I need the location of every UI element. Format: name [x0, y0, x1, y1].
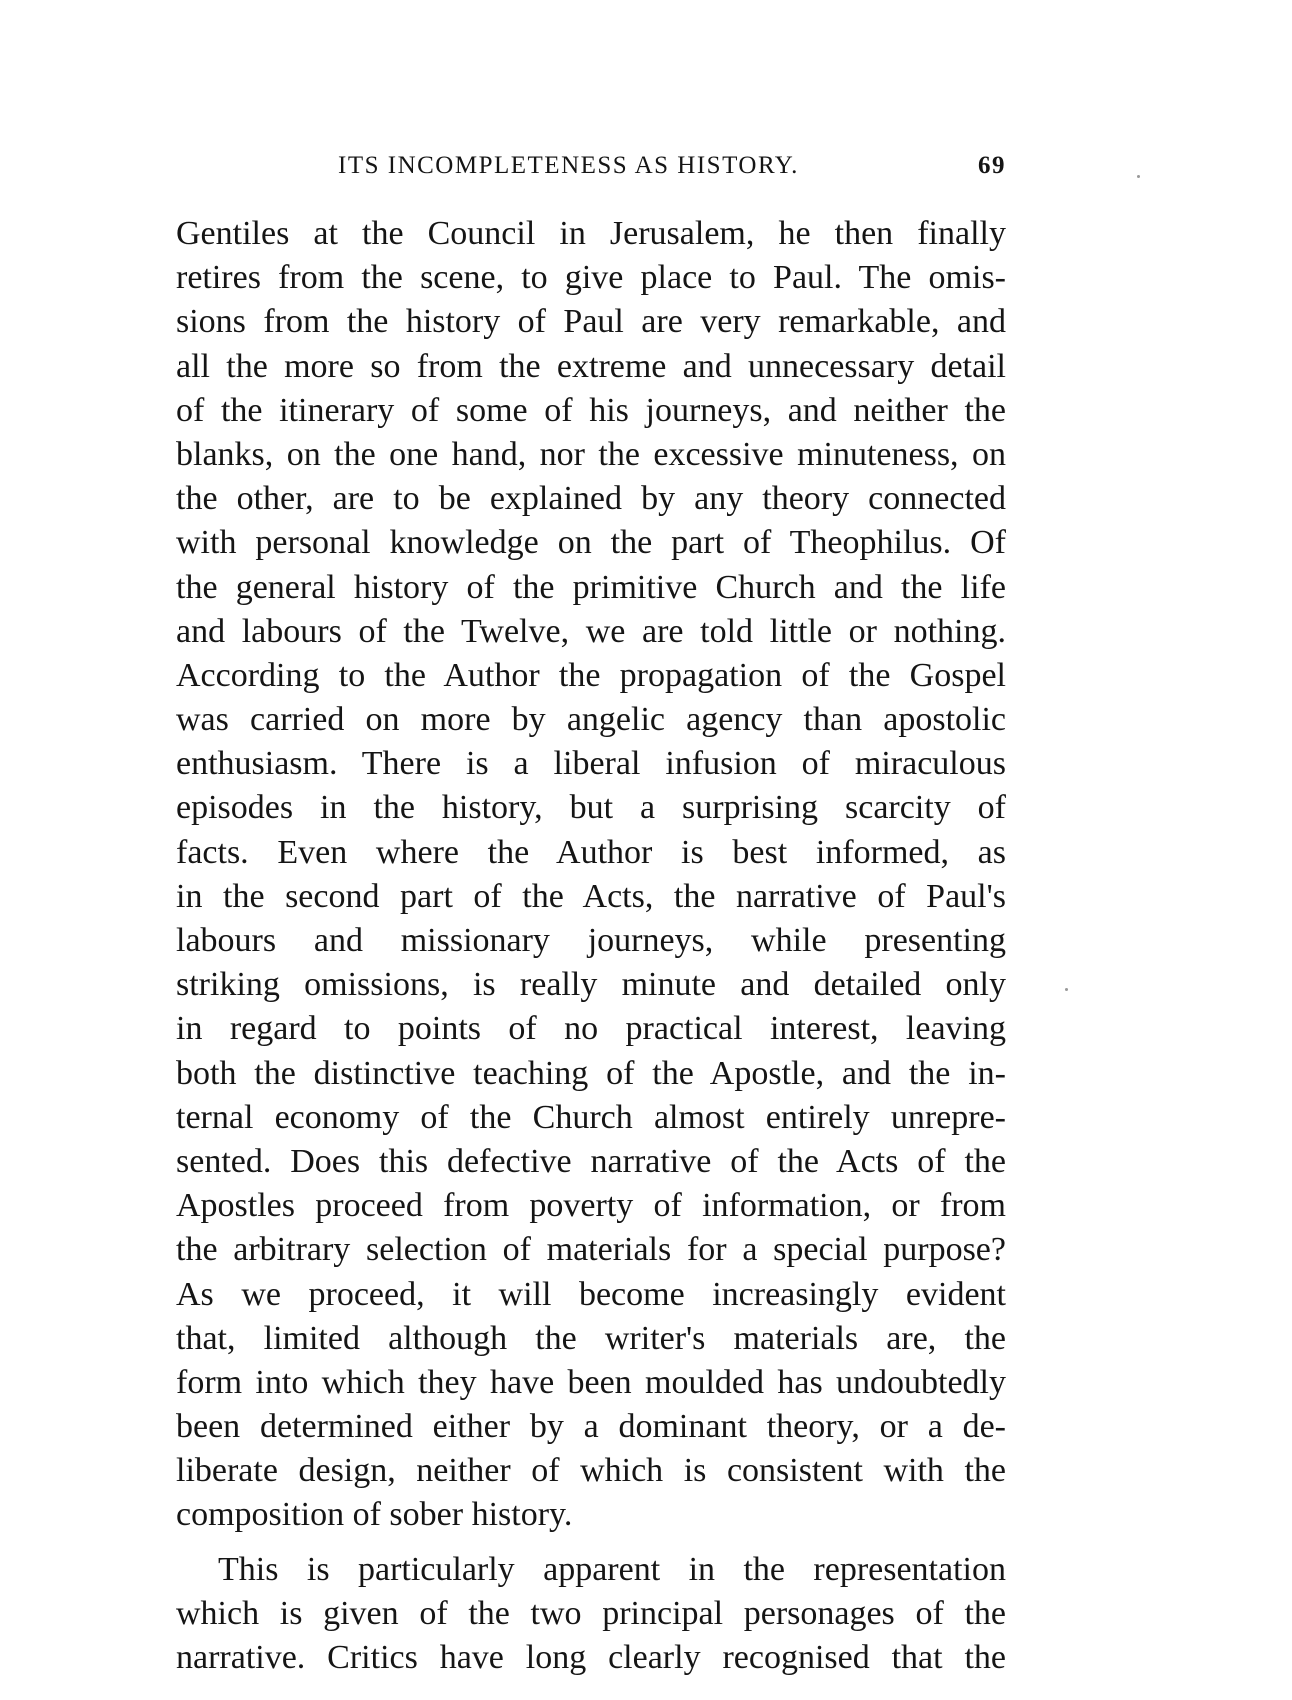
text-line: all the more so from the extreme and unnecessary detail — [176, 347, 1006, 385]
text-line: with personal knowledge on the part of Theophilus. Of — [176, 524, 1006, 562]
running-head — [176, 152, 1006, 192]
text-line: blanks, on the one hand, nor the excessive minuteness, on — [176, 435, 1006, 473]
running-title: ITS INCOMPLETENESS AS HISTORY. — [338, 152, 799, 179]
text-line: enthusiasm. There is a liberal infusion of miraculous — [176, 745, 1006, 783]
text-line: As we proceed, it will become increasingly evident — [176, 1275, 1006, 1313]
text-line: According to the Author the propagation of the Gospel — [176, 656, 1006, 694]
body-text — [176, 212, 1006, 1680]
text-line: in the second part of the Acts, the narrative of Paul's — [176, 877, 1006, 915]
text-line: striking omissions, is really minute and detailed only — [176, 966, 1006, 1004]
text-line: of the itinerary of some of his journeys, and neither the — [176, 391, 1006, 429]
paragraph-1 — [176, 212, 1006, 1538]
text-line: ternal economy of the Church almost entirely unrepre- — [176, 1098, 1006, 1136]
text-line: that, limited although the writer's materials are, the — [176, 1319, 1006, 1357]
text-line: This is particularly apparent in the representation — [218, 1550, 1006, 1588]
text-line: been determined either by a dominant theory, or a de- — [176, 1408, 1006, 1446]
text-line: Apostles proceed from poverty of information, or from — [176, 1187, 1006, 1225]
page-number: 69 — [978, 152, 1006, 179]
text-line: facts. Even where the Author is best informed, as — [176, 833, 1006, 871]
text-line: composition of sober history. — [176, 1496, 573, 1534]
text-line: which is given of the two principal personages of the — [176, 1594, 1006, 1632]
paragraph-2 — [176, 1548, 1006, 1681]
text-line: liberate design, neither of which is consistent with the — [176, 1452, 1006, 1490]
text-line: episodes in the history, but a surprising scarcity of — [176, 789, 1006, 827]
text-line: was carried on more by angelic agency than apostolic — [176, 701, 1006, 739]
paragraph-gap — [176, 1538, 1006, 1548]
paper-speck — [1137, 175, 1140, 178]
text-line: in regard to points of no practical interest, leaving — [176, 1010, 1006, 1048]
text-line: the arbitrary selection of materials for a special purpose? — [176, 1231, 1006, 1269]
text-line: retires from the scene, to give place to Paul. The omis- — [176, 259, 1006, 297]
text-line: form into which they have been moulded has undoubtedly — [176, 1363, 1006, 1401]
text-line: and labours of the Twelve, we are told little or nothing. — [176, 612, 1006, 650]
text-line: sented. Does this defective narrative of the Acts of the — [176, 1142, 1006, 1180]
text-line: labours and missionary journeys, while presenting — [176, 922, 1006, 959]
text-line: Gentiles at the Council in Jerusalem, he then finally — [176, 215, 1006, 252]
text-line: narrative. Critics have long clearly recognised that the — [176, 1639, 1006, 1676]
text-line: the other, are to be explained by any theory connected — [176, 480, 1006, 518]
paper-speck — [1065, 988, 1068, 991]
text-line: sions from the history of Paul are very remarkable, and — [176, 303, 1006, 341]
text-line: both the distinctive teaching of the Apostle, and the in- — [176, 1054, 1006, 1092]
text-line: the general history of the primitive Church and the life — [176, 568, 1006, 606]
